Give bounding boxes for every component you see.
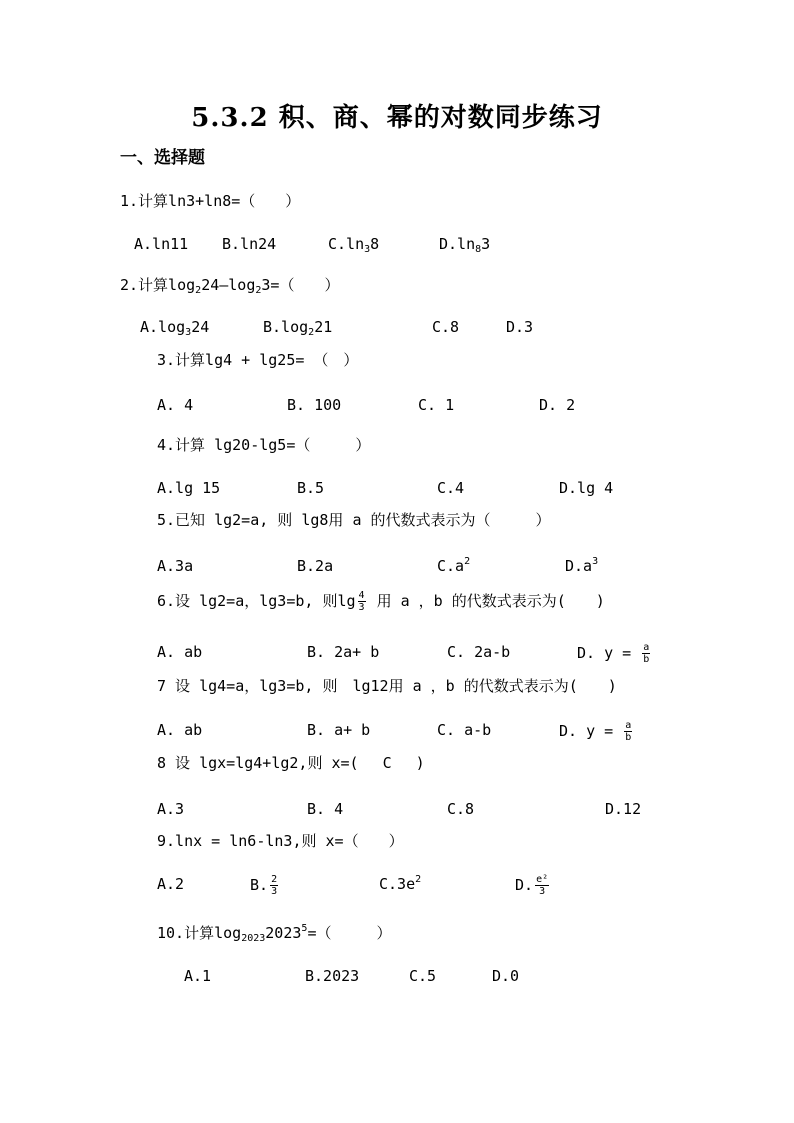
section-heading: 一、选择题 <box>120 148 205 168</box>
question-10-stem: 10.计算$\log_{2023}2023^5=$（ ） <box>157 923 392 944</box>
question-1-option-d: $D.\ln_83$ <box>439 235 491 255</box>
question-9-option-c: $C.3e^2$ <box>379 874 422 893</box>
question-5-stem: 5.已知 lg2=a, 则 lg8用 a 的代数式表示为（ ） <box>157 511 551 529</box>
question-10-option-a: A.1 <box>184 967 212 985</box>
question-6-option-a: A. ab <box>157 643 203 661</box>
fraction: $\frac{a}{b}$ <box>643 642 650 665</box>
question-1-stem: 1.计算ln3+ln8=（ ） <box>120 192 301 210</box>
question-8-option-d: D.12 <box>605 800 642 818</box>
question-9-stem: 9.lnx = ln6-ln3,则 x=（ ） <box>157 832 404 850</box>
question-6-option-b: B. 2a+ b <box>307 643 380 661</box>
question-4-option-d: D.lg 4 <box>559 479 614 497</box>
fraction: $\frac{4}{3}$ <box>358 590 365 613</box>
question-10-option-c: C.5 <box>409 967 437 985</box>
question-4-stem: 4.计算 lg20-lg5=（ ） <box>157 436 371 454</box>
question-3-option-c: C. 1 <box>418 396 455 414</box>
question-1-option-c: $C.\ln_38$ <box>328 235 380 255</box>
page-title: 5.3.2 积、商、幂的对数同步练习 <box>191 103 603 133</box>
question-3-stem: 3.计算lg4 + lg25= （ ） <box>157 351 359 369</box>
fraction: $\frac{a}{b}$ <box>625 720 632 743</box>
question-6-option-c: C. 2a-b <box>447 643 511 661</box>
question-8-option-c: C.8 <box>447 800 475 818</box>
question-5-option-d: $D.a^3$ <box>565 556 599 575</box>
question-1-option-b: B.ln24 <box>222 235 277 253</box>
question-10-option-d: D.0 <box>492 967 520 985</box>
question-8-option-a: A.3 <box>157 800 185 818</box>
question-2-option-a: $A.\log_324$ <box>140 318 210 338</box>
question-4-option-b: B.5 <box>297 479 325 497</box>
question-7-stem: 7 设 lg4=a，lg3=b, 则 lg12用 a ，b 的代数式表示为( ) <box>157 677 617 695</box>
question-4-option-a: A.lg 15 <box>157 479 221 497</box>
question-9-option-a: A.2 <box>157 875 185 893</box>
question-8-stem: 8 设 lgx=lg4+lg2,则 x=( C ) <box>157 754 425 772</box>
question-3-option-d: D. 2 <box>539 396 576 414</box>
question-9-option-b: B. $\frac{2}{3}$ <box>250 874 278 897</box>
question-3-option-a: A. 4 <box>157 396 194 414</box>
question-7-option-a: A. ab <box>157 721 203 739</box>
question-7-option-b: B. a+ b <box>307 721 371 739</box>
fraction: $\frac{2}{3}$ <box>271 874 278 897</box>
question-10-option-b: B.2023 <box>305 967 360 985</box>
question-2-option-d: D.3 <box>506 318 534 336</box>
question-3-option-b: B. 100 <box>287 396 342 414</box>
question-8-option-b: B. 4 <box>307 800 344 818</box>
question-5-option-b: B.2a <box>297 557 334 575</box>
question-5-option-a: A.3a <box>157 557 194 575</box>
question-5-option-c: $C.a^2$ <box>437 556 471 575</box>
question-2-stem: 2.计算$\log_224—\log_23=$（ ） <box>120 276 340 296</box>
question-6-stem: 6.设 lg2=a，lg3=b, 则lg $\frac{4}{3}$ 用 a ，b 的代数式表示为( ) <box>157 590 605 613</box>
fraction: $\frac{\text{e²}}{3}$ <box>536 874 549 897</box>
question-2-option-c: C.8 <box>432 318 460 336</box>
question-1-option-a: A.ln11 <box>134 235 189 253</box>
question-2-option-b: $B.\log_221$ <box>263 318 333 338</box>
question-4-option-c: C.4 <box>437 479 465 497</box>
question-7-option-c: C. a-b <box>437 721 492 739</box>
question-9-option-d: D. $\frac{\text{e²}}{3}$ <box>515 874 549 897</box>
question-7-option-d: D. y = $\frac{a}{b}$ <box>559 720 632 743</box>
question-6-option-d: D. y = $\frac{a}{b}$ <box>577 642 650 665</box>
